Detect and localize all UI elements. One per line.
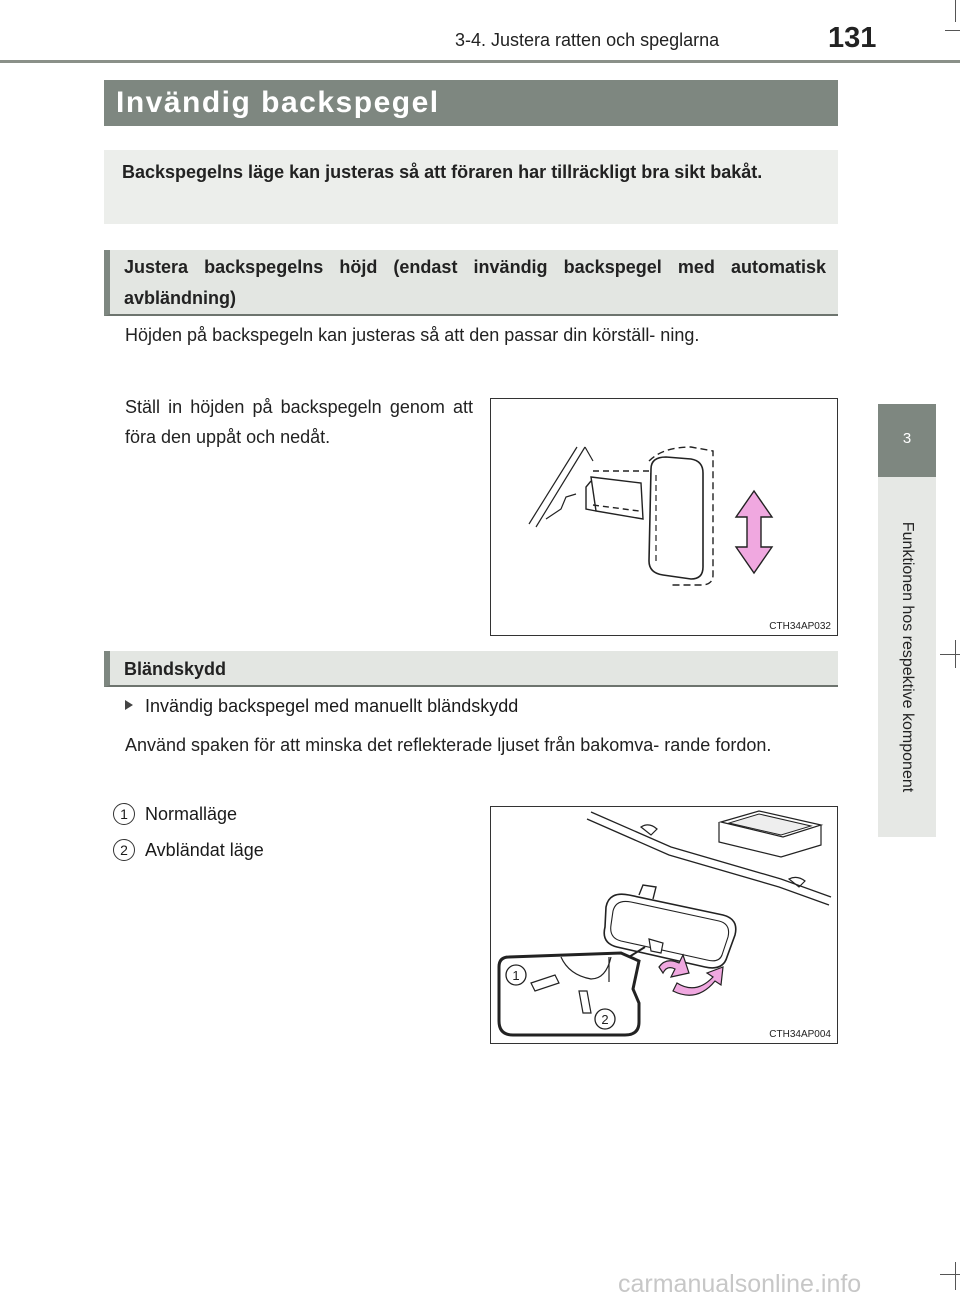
chapter-number: 3 [902,430,912,447]
glare-lever-figure [490,806,838,1044]
item-label: Avbländat läge [145,840,264,860]
section-header: 3-4. Justera ratten och speglarna [455,30,720,50]
figure-code: CTH34AP004 [769,1029,831,1040]
bullet-item [125,696,518,717]
intro-box: Backspegelns läge kan justeras så att föraren har tillräckligt bra sikt bakåt. [104,150,838,224]
item-number-badge: 2 [113,839,135,861]
triangle-bullet-icon [125,700,133,710]
inset-label-1: 1 [512,968,520,983]
height-paragraph: Höjden på backspegeln kan justeras så att den passar din körställ- ning. [125,325,700,345]
section-heading-glare: Bländskydd [104,651,838,687]
crop-mark-top-h [945,30,960,31]
item-number-badge: 1 [113,803,135,825]
list-item [113,839,264,861]
watermark: carmanualsonline.info [618,1270,862,1298]
chapter-title: Funktionen hos respektive komponent [899,521,916,793]
page-number: 131 [828,22,877,54]
item-label: Normalläge [145,804,238,824]
header-rule [0,60,960,63]
glare-lever-illustration [491,807,836,1042]
inset-label-2: 2 [601,1012,609,1027]
height-instruction: Ställ in höjden på backspegeln genom att föra den uppåt och nedåt. [125,397,473,447]
section-heading-height: Justera backspegelns höjd (endast invändig backspegel med automatisk avbländning) [104,250,838,316]
page-title: Invändig backspegel [104,80,838,126]
mirror-height-figure [490,398,838,636]
figure-code: CTH34AP032 [769,621,831,632]
mirror-height-illustration [491,399,836,634]
bullet-text: Invändig backspegel med manuellt bländskydd [145,696,519,716]
glare-paragraph: Använd spaken för att minska det reflekterade ljuset från bakomva- rande fordon. [125,735,772,755]
crop-mark-bottom [955,1262,956,1290]
crop-mark-top [955,0,956,22]
crop-mark-bottom-h [940,1274,960,1275]
list-item [113,803,237,825]
crop-mark-mid-h [940,654,960,655]
